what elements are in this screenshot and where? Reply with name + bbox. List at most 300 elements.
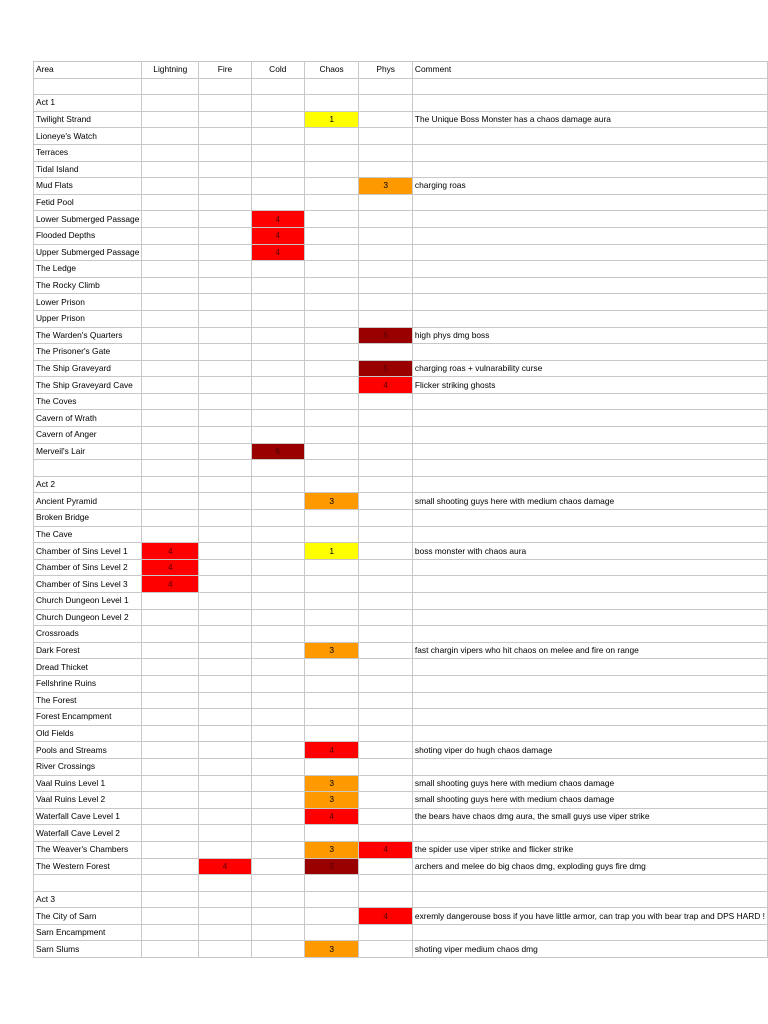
lightning-cell[interactable] — [142, 526, 199, 543]
fire-cell[interactable]: 4 — [199, 858, 251, 875]
chaos-cell[interactable] — [304, 410, 359, 427]
comment-cell[interactable] — [412, 692, 767, 709]
area-cell[interactable]: Fetid Pool — [34, 194, 142, 211]
lightning-cell[interactable] — [142, 294, 199, 311]
chaos-cell[interactable] — [304, 128, 359, 145]
chaos-cell[interactable] — [304, 908, 359, 925]
phys-cell[interactable] — [359, 261, 412, 278]
lightning-cell[interactable] — [142, 792, 199, 809]
cold-cell[interactable] — [251, 393, 304, 410]
comment-cell[interactable] — [412, 891, 767, 908]
lightning-cell[interactable] — [142, 95, 199, 112]
cold-cell[interactable] — [251, 144, 304, 161]
chaos-cell[interactable] — [304, 277, 359, 294]
lightning-cell[interactable] — [142, 261, 199, 278]
chaos-cell[interactable] — [304, 709, 359, 726]
area-cell[interactable]: Act 1 — [34, 95, 142, 112]
fire-cell[interactable] — [199, 941, 251, 958]
phys-cell[interactable] — [359, 875, 412, 892]
fire-cell[interactable] — [199, 294, 251, 311]
phys-cell[interactable] — [359, 626, 412, 643]
area-cell[interactable]: The Prisoner's Gate — [34, 344, 142, 361]
area-cell[interactable]: Upper Submerged Passage — [34, 244, 142, 261]
fire-cell[interactable] — [199, 891, 251, 908]
chaos-cell[interactable]: 5 — [304, 858, 359, 875]
comment-cell[interactable] — [412, 277, 767, 294]
lightning-cell[interactable] — [142, 609, 199, 626]
phys-cell[interactable] — [359, 95, 412, 112]
lightning-cell[interactable] — [142, 675, 199, 692]
cold-cell[interactable] — [251, 427, 304, 444]
lightning-cell[interactable] — [142, 111, 199, 128]
lightning-cell[interactable] — [142, 642, 199, 659]
header-fire[interactable]: Fire — [199, 62, 251, 79]
cold-cell[interactable] — [251, 277, 304, 294]
area-cell[interactable]: Twilight Strand — [34, 111, 142, 128]
area-cell[interactable]: Cavern of Wrath — [34, 410, 142, 427]
cold-cell[interactable] — [251, 858, 304, 875]
area-cell[interactable]: Chamber of Sins Level 1 — [34, 543, 142, 560]
header-phys[interactable]: Phys — [359, 62, 412, 79]
chaos-cell[interactable] — [304, 377, 359, 394]
chaos-cell[interactable]: 1 — [304, 111, 359, 128]
lightning-cell[interactable] — [142, 227, 199, 244]
area-cell[interactable]: Chamber of Sins Level 2 — [34, 559, 142, 576]
lightning-cell[interactable] — [142, 344, 199, 361]
phys-cell[interactable] — [359, 78, 412, 95]
area-cell[interactable]: The Forest — [34, 692, 142, 709]
chaos-cell[interactable] — [304, 476, 359, 493]
phys-cell[interactable]: 4 — [359, 377, 412, 394]
lightning-cell[interactable] — [142, 941, 199, 958]
chaos-cell[interactable] — [304, 526, 359, 543]
cold-cell[interactable] — [251, 908, 304, 925]
lightning-cell[interactable] — [142, 742, 199, 759]
fire-cell[interactable] — [199, 344, 251, 361]
cold-cell[interactable] — [251, 194, 304, 211]
chaos-cell[interactable]: 3 — [304, 841, 359, 858]
cold-cell[interactable] — [251, 742, 304, 759]
phys-cell[interactable]: 3 — [359, 178, 412, 195]
phys-cell[interactable]: 5 — [359, 327, 412, 344]
comment-cell[interactable]: high phys dmg boss — [412, 327, 767, 344]
fire-cell[interactable] — [199, 194, 251, 211]
comment-cell[interactable] — [412, 758, 767, 775]
header-chaos[interactable]: Chaos — [304, 62, 359, 79]
area-cell[interactable]: Act 3 — [34, 891, 142, 908]
chaos-cell[interactable] — [304, 443, 359, 460]
comment-cell[interactable]: boss monster with chaos aura — [412, 543, 767, 560]
area-cell[interactable]: Dark Forest — [34, 642, 142, 659]
fire-cell[interactable] — [199, 510, 251, 527]
phys-cell[interactable] — [359, 510, 412, 527]
chaos-cell[interactable] — [304, 875, 359, 892]
lightning-cell[interactable] — [142, 244, 199, 261]
comment-cell[interactable] — [412, 294, 767, 311]
area-cell[interactable] — [34, 460, 142, 477]
phys-cell[interactable] — [359, 128, 412, 145]
lightning-cell[interactable] — [142, 327, 199, 344]
comment-cell[interactable] — [412, 78, 767, 95]
fire-cell[interactable] — [199, 227, 251, 244]
comment-cell[interactable] — [412, 211, 767, 228]
cold-cell[interactable] — [251, 576, 304, 593]
cold-cell[interactable] — [251, 128, 304, 145]
phys-cell[interactable] — [359, 161, 412, 178]
phys-cell[interactable] — [359, 792, 412, 809]
lightning-cell[interactable] — [142, 476, 199, 493]
cold-cell[interactable] — [251, 924, 304, 941]
comment-cell[interactable] — [412, 576, 767, 593]
chaos-cell[interactable]: 4 — [304, 742, 359, 759]
cold-cell[interactable] — [251, 377, 304, 394]
area-cell[interactable]: Pools and Streams — [34, 742, 142, 759]
phys-cell[interactable] — [359, 559, 412, 576]
phys-cell[interactable] — [359, 476, 412, 493]
lightning-cell[interactable] — [142, 659, 199, 676]
phys-cell[interactable] — [359, 410, 412, 427]
phys-cell[interactable] — [359, 725, 412, 742]
lightning-cell[interactable] — [142, 194, 199, 211]
cold-cell[interactable] — [251, 825, 304, 842]
comment-cell[interactable] — [412, 659, 767, 676]
phys-cell[interactable] — [359, 194, 412, 211]
cold-cell[interactable] — [251, 659, 304, 676]
phys-cell[interactable] — [359, 808, 412, 825]
chaos-cell[interactable] — [304, 178, 359, 195]
lightning-cell[interactable] — [142, 128, 199, 145]
fire-cell[interactable] — [199, 742, 251, 759]
cold-cell[interactable]: 4 — [251, 244, 304, 261]
cold-cell[interactable] — [251, 526, 304, 543]
comment-cell[interactable] — [412, 725, 767, 742]
area-cell[interactable]: Upper Prison — [34, 310, 142, 327]
area-cell[interactable]: The Cave — [34, 526, 142, 543]
area-cell[interactable]: The Weaver's Chambers — [34, 841, 142, 858]
cold-cell[interactable] — [251, 294, 304, 311]
chaos-cell[interactable] — [304, 675, 359, 692]
phys-cell[interactable] — [359, 111, 412, 128]
cold-cell[interactable] — [251, 609, 304, 626]
phys-cell[interactable] — [359, 244, 412, 261]
cold-cell[interactable] — [251, 559, 304, 576]
fire-cell[interactable] — [199, 808, 251, 825]
area-cell[interactable]: Chamber of Sins Level 3 — [34, 576, 142, 593]
lightning-cell[interactable] — [142, 841, 199, 858]
phys-cell[interactable] — [359, 941, 412, 958]
comment-cell[interactable] — [412, 161, 767, 178]
lightning-cell[interactable] — [142, 393, 199, 410]
fire-cell[interactable] — [199, 144, 251, 161]
comment-cell[interactable] — [412, 144, 767, 161]
area-cell[interactable]: Vaal Ruins Level 1 — [34, 775, 142, 792]
fire-cell[interactable] — [199, 244, 251, 261]
lightning-cell[interactable] — [142, 78, 199, 95]
fire-cell[interactable] — [199, 675, 251, 692]
fire-cell[interactable] — [199, 609, 251, 626]
chaos-cell[interactable] — [304, 659, 359, 676]
area-cell[interactable]: Church Dungeon Level 1 — [34, 593, 142, 610]
phys-cell[interactable] — [359, 593, 412, 610]
area-cell[interactable] — [34, 78, 142, 95]
fire-cell[interactable] — [199, 377, 251, 394]
comment-cell[interactable]: charging roas + vulnarability curse — [412, 360, 767, 377]
cold-cell[interactable] — [251, 344, 304, 361]
lightning-cell[interactable] — [142, 593, 199, 610]
cold-cell[interactable] — [251, 543, 304, 560]
fire-cell[interactable] — [199, 128, 251, 145]
chaos-cell[interactable] — [304, 559, 359, 576]
cold-cell[interactable]: 4 — [251, 211, 304, 228]
lightning-cell[interactable] — [142, 758, 199, 775]
cold-cell[interactable] — [251, 758, 304, 775]
cold-cell[interactable] — [251, 95, 304, 112]
lightning-cell[interactable] — [142, 891, 199, 908]
chaos-cell[interactable] — [304, 194, 359, 211]
cold-cell[interactable] — [251, 493, 304, 510]
fire-cell[interactable] — [199, 526, 251, 543]
comment-cell[interactable] — [412, 609, 767, 626]
comment-cell[interactable]: charging roas — [412, 178, 767, 195]
chaos-cell[interactable] — [304, 626, 359, 643]
area-cell[interactable]: Old Fields — [34, 725, 142, 742]
comment-cell[interactable] — [412, 526, 767, 543]
cold-cell[interactable] — [251, 642, 304, 659]
area-cell[interactable]: The Warden's Quarters — [34, 327, 142, 344]
comment-cell[interactable]: the spider use viper strike and flicker strike — [412, 841, 767, 858]
fire-cell[interactable] — [199, 261, 251, 278]
fire-cell[interactable] — [199, 95, 251, 112]
phys-cell[interactable] — [359, 393, 412, 410]
chaos-cell[interactable] — [304, 310, 359, 327]
lightning-cell[interactable] — [142, 493, 199, 510]
cold-cell[interactable]: 6 — [251, 443, 304, 460]
area-cell[interactable]: Mud Flats — [34, 178, 142, 195]
phys-cell[interactable] — [359, 344, 412, 361]
chaos-cell[interactable]: 3 — [304, 642, 359, 659]
lightning-cell[interactable] — [142, 144, 199, 161]
chaos-cell[interactable] — [304, 924, 359, 941]
fire-cell[interactable] — [199, 427, 251, 444]
phys-cell[interactable] — [359, 310, 412, 327]
lightning-cell[interactable] — [142, 626, 199, 643]
cold-cell[interactable] — [251, 725, 304, 742]
chaos-cell[interactable] — [304, 825, 359, 842]
phys-cell[interactable] — [359, 576, 412, 593]
fire-cell[interactable] — [199, 709, 251, 726]
area-cell[interactable]: Act 2 — [34, 476, 142, 493]
fire-cell[interactable] — [199, 161, 251, 178]
comment-cell[interactable] — [412, 510, 767, 527]
phys-cell[interactable] — [359, 891, 412, 908]
chaos-cell[interactable]: 3 — [304, 493, 359, 510]
phys-cell[interactable]: 4 — [359, 841, 412, 858]
area-cell[interactable]: Merveil's Lair — [34, 443, 142, 460]
comment-cell[interactable] — [412, 675, 767, 692]
fire-cell[interactable] — [199, 393, 251, 410]
chaos-cell[interactable]: 1 — [304, 543, 359, 560]
fire-cell[interactable] — [199, 576, 251, 593]
chaos-cell[interactable] — [304, 244, 359, 261]
header-area[interactable]: Area — [34, 62, 142, 79]
phys-cell[interactable] — [359, 659, 412, 676]
phys-cell[interactable] — [359, 692, 412, 709]
cold-cell[interactable] — [251, 161, 304, 178]
cold-cell[interactable] — [251, 460, 304, 477]
chaos-cell[interactable] — [304, 609, 359, 626]
comment-cell[interactable] — [412, 410, 767, 427]
fire-cell[interactable] — [199, 725, 251, 742]
comment-cell[interactable]: the bears have chaos dmg aura, the small guys use viper strike — [412, 808, 767, 825]
fire-cell[interactable] — [199, 626, 251, 643]
lightning-cell[interactable] — [142, 443, 199, 460]
lightning-cell[interactable] — [142, 709, 199, 726]
lightning-cell[interactable]: 4 — [142, 576, 199, 593]
chaos-cell[interactable] — [304, 576, 359, 593]
fire-cell[interactable] — [199, 460, 251, 477]
chaos-cell[interactable]: 3 — [304, 792, 359, 809]
lightning-cell[interactable] — [142, 825, 199, 842]
fire-cell[interactable] — [199, 758, 251, 775]
lightning-cell[interactable] — [142, 310, 199, 327]
cold-cell[interactable] — [251, 476, 304, 493]
cold-cell[interactable] — [251, 360, 304, 377]
lightning-cell[interactable] — [142, 360, 199, 377]
phys-cell[interactable] — [359, 443, 412, 460]
chaos-cell[interactable] — [304, 227, 359, 244]
fire-cell[interactable] — [199, 841, 251, 858]
area-cell[interactable]: The Western Forest — [34, 858, 142, 875]
phys-cell[interactable] — [359, 758, 412, 775]
chaos-cell[interactable] — [304, 161, 359, 178]
phys-cell[interactable] — [359, 858, 412, 875]
phys-cell[interactable] — [359, 493, 412, 510]
chaos-cell[interactable] — [304, 891, 359, 908]
fire-cell[interactable] — [199, 327, 251, 344]
comment-cell[interactable] — [412, 875, 767, 892]
area-cell[interactable] — [34, 875, 142, 892]
cold-cell[interactable] — [251, 941, 304, 958]
cold-cell[interactable] — [251, 178, 304, 195]
cold-cell[interactable] — [251, 709, 304, 726]
comment-cell[interactable] — [412, 344, 767, 361]
phys-cell[interactable] — [359, 427, 412, 444]
fire-cell[interactable] — [199, 593, 251, 610]
phys-cell[interactable] — [359, 543, 412, 560]
area-cell[interactable]: Vaal Ruins Level 2 — [34, 792, 142, 809]
phys-cell[interactable]: 4 — [359, 908, 412, 925]
fire-cell[interactable] — [199, 642, 251, 659]
chaos-cell[interactable]: 3 — [304, 775, 359, 792]
chaos-cell[interactable]: 3 — [304, 941, 359, 958]
area-cell[interactable]: Waterfall Cave Level 1 — [34, 808, 142, 825]
cold-cell[interactable] — [251, 261, 304, 278]
fire-cell[interactable] — [199, 775, 251, 792]
chaos-cell[interactable] — [304, 427, 359, 444]
comment-cell[interactable] — [412, 427, 767, 444]
cold-cell[interactable] — [251, 891, 304, 908]
lightning-cell[interactable]: 4 — [142, 543, 199, 560]
fire-cell[interactable] — [199, 924, 251, 941]
comment-cell[interactable]: fast chargin vipers who hit chaos on melee and fire on range — [412, 642, 767, 659]
header-lightning[interactable]: Lightning — [142, 62, 199, 79]
cold-cell[interactable] — [251, 792, 304, 809]
comment-cell[interactable] — [412, 593, 767, 610]
fire-cell[interactable] — [199, 211, 251, 228]
lightning-cell[interactable] — [142, 510, 199, 527]
comment-cell[interactable] — [412, 825, 767, 842]
comment-cell[interactable]: Flicker striking ghosts — [412, 377, 767, 394]
lightning-cell[interactable] — [142, 377, 199, 394]
comment-cell[interactable]: The Unique Boss Monster has a chaos damage aura — [412, 111, 767, 128]
area-cell[interactable]: The Coves — [34, 393, 142, 410]
header-comment[interactable]: Comment — [412, 62, 767, 79]
fire-cell[interactable] — [199, 493, 251, 510]
phys-cell[interactable] — [359, 211, 412, 228]
area-cell[interactable]: Lower Submerged Passage — [34, 211, 142, 228]
comment-cell[interactable] — [412, 194, 767, 211]
lightning-cell[interactable]: 4 — [142, 559, 199, 576]
cold-cell[interactable] — [251, 111, 304, 128]
area-cell[interactable]: Crossroads — [34, 626, 142, 643]
lightning-cell[interactable] — [142, 211, 199, 228]
comment-cell[interactable] — [412, 244, 767, 261]
cold-cell[interactable] — [251, 808, 304, 825]
lightning-cell[interactable] — [142, 775, 199, 792]
phys-cell[interactable] — [359, 460, 412, 477]
fire-cell[interactable] — [199, 443, 251, 460]
comment-cell[interactable] — [412, 559, 767, 576]
cold-cell[interactable] — [251, 675, 304, 692]
area-cell[interactable]: The Ship Graveyard — [34, 360, 142, 377]
cold-cell[interactable] — [251, 310, 304, 327]
area-cell[interactable]: Sarn Encampment — [34, 924, 142, 941]
lightning-cell[interactable] — [142, 427, 199, 444]
header-cold[interactable]: Cold — [251, 62, 304, 79]
comment-cell[interactable] — [412, 709, 767, 726]
area-cell[interactable]: Forest Encampment — [34, 709, 142, 726]
area-cell[interactable]: Church Dungeon Level 2 — [34, 609, 142, 626]
comment-cell[interactable]: small shooting guys here with medium chaos damage — [412, 493, 767, 510]
phys-cell[interactable] — [359, 526, 412, 543]
phys-cell[interactable] — [359, 294, 412, 311]
fire-cell[interactable] — [199, 360, 251, 377]
phys-cell[interactable] — [359, 924, 412, 941]
chaos-cell[interactable] — [304, 725, 359, 742]
chaos-cell[interactable]: 4 — [304, 808, 359, 825]
area-cell[interactable]: Sarn Slums — [34, 941, 142, 958]
fire-cell[interactable] — [199, 410, 251, 427]
phys-cell[interactable] — [359, 144, 412, 161]
chaos-cell[interactable] — [304, 758, 359, 775]
fire-cell[interactable] — [199, 277, 251, 294]
phys-cell[interactable]: 5 — [359, 360, 412, 377]
lightning-cell[interactable] — [142, 858, 199, 875]
chaos-cell[interactable] — [304, 510, 359, 527]
chaos-cell[interactable] — [304, 327, 359, 344]
phys-cell[interactable] — [359, 675, 412, 692]
comment-cell[interactable] — [412, 393, 767, 410]
comment-cell[interactable] — [412, 443, 767, 460]
chaos-cell[interactable] — [304, 294, 359, 311]
area-cell[interactable]: Cavern of Anger — [34, 427, 142, 444]
area-cell[interactable]: The City of Sarn — [34, 908, 142, 925]
fire-cell[interactable] — [199, 792, 251, 809]
phys-cell[interactable] — [359, 775, 412, 792]
fire-cell[interactable] — [199, 825, 251, 842]
fire-cell[interactable] — [199, 111, 251, 128]
chaos-cell[interactable] — [304, 393, 359, 410]
